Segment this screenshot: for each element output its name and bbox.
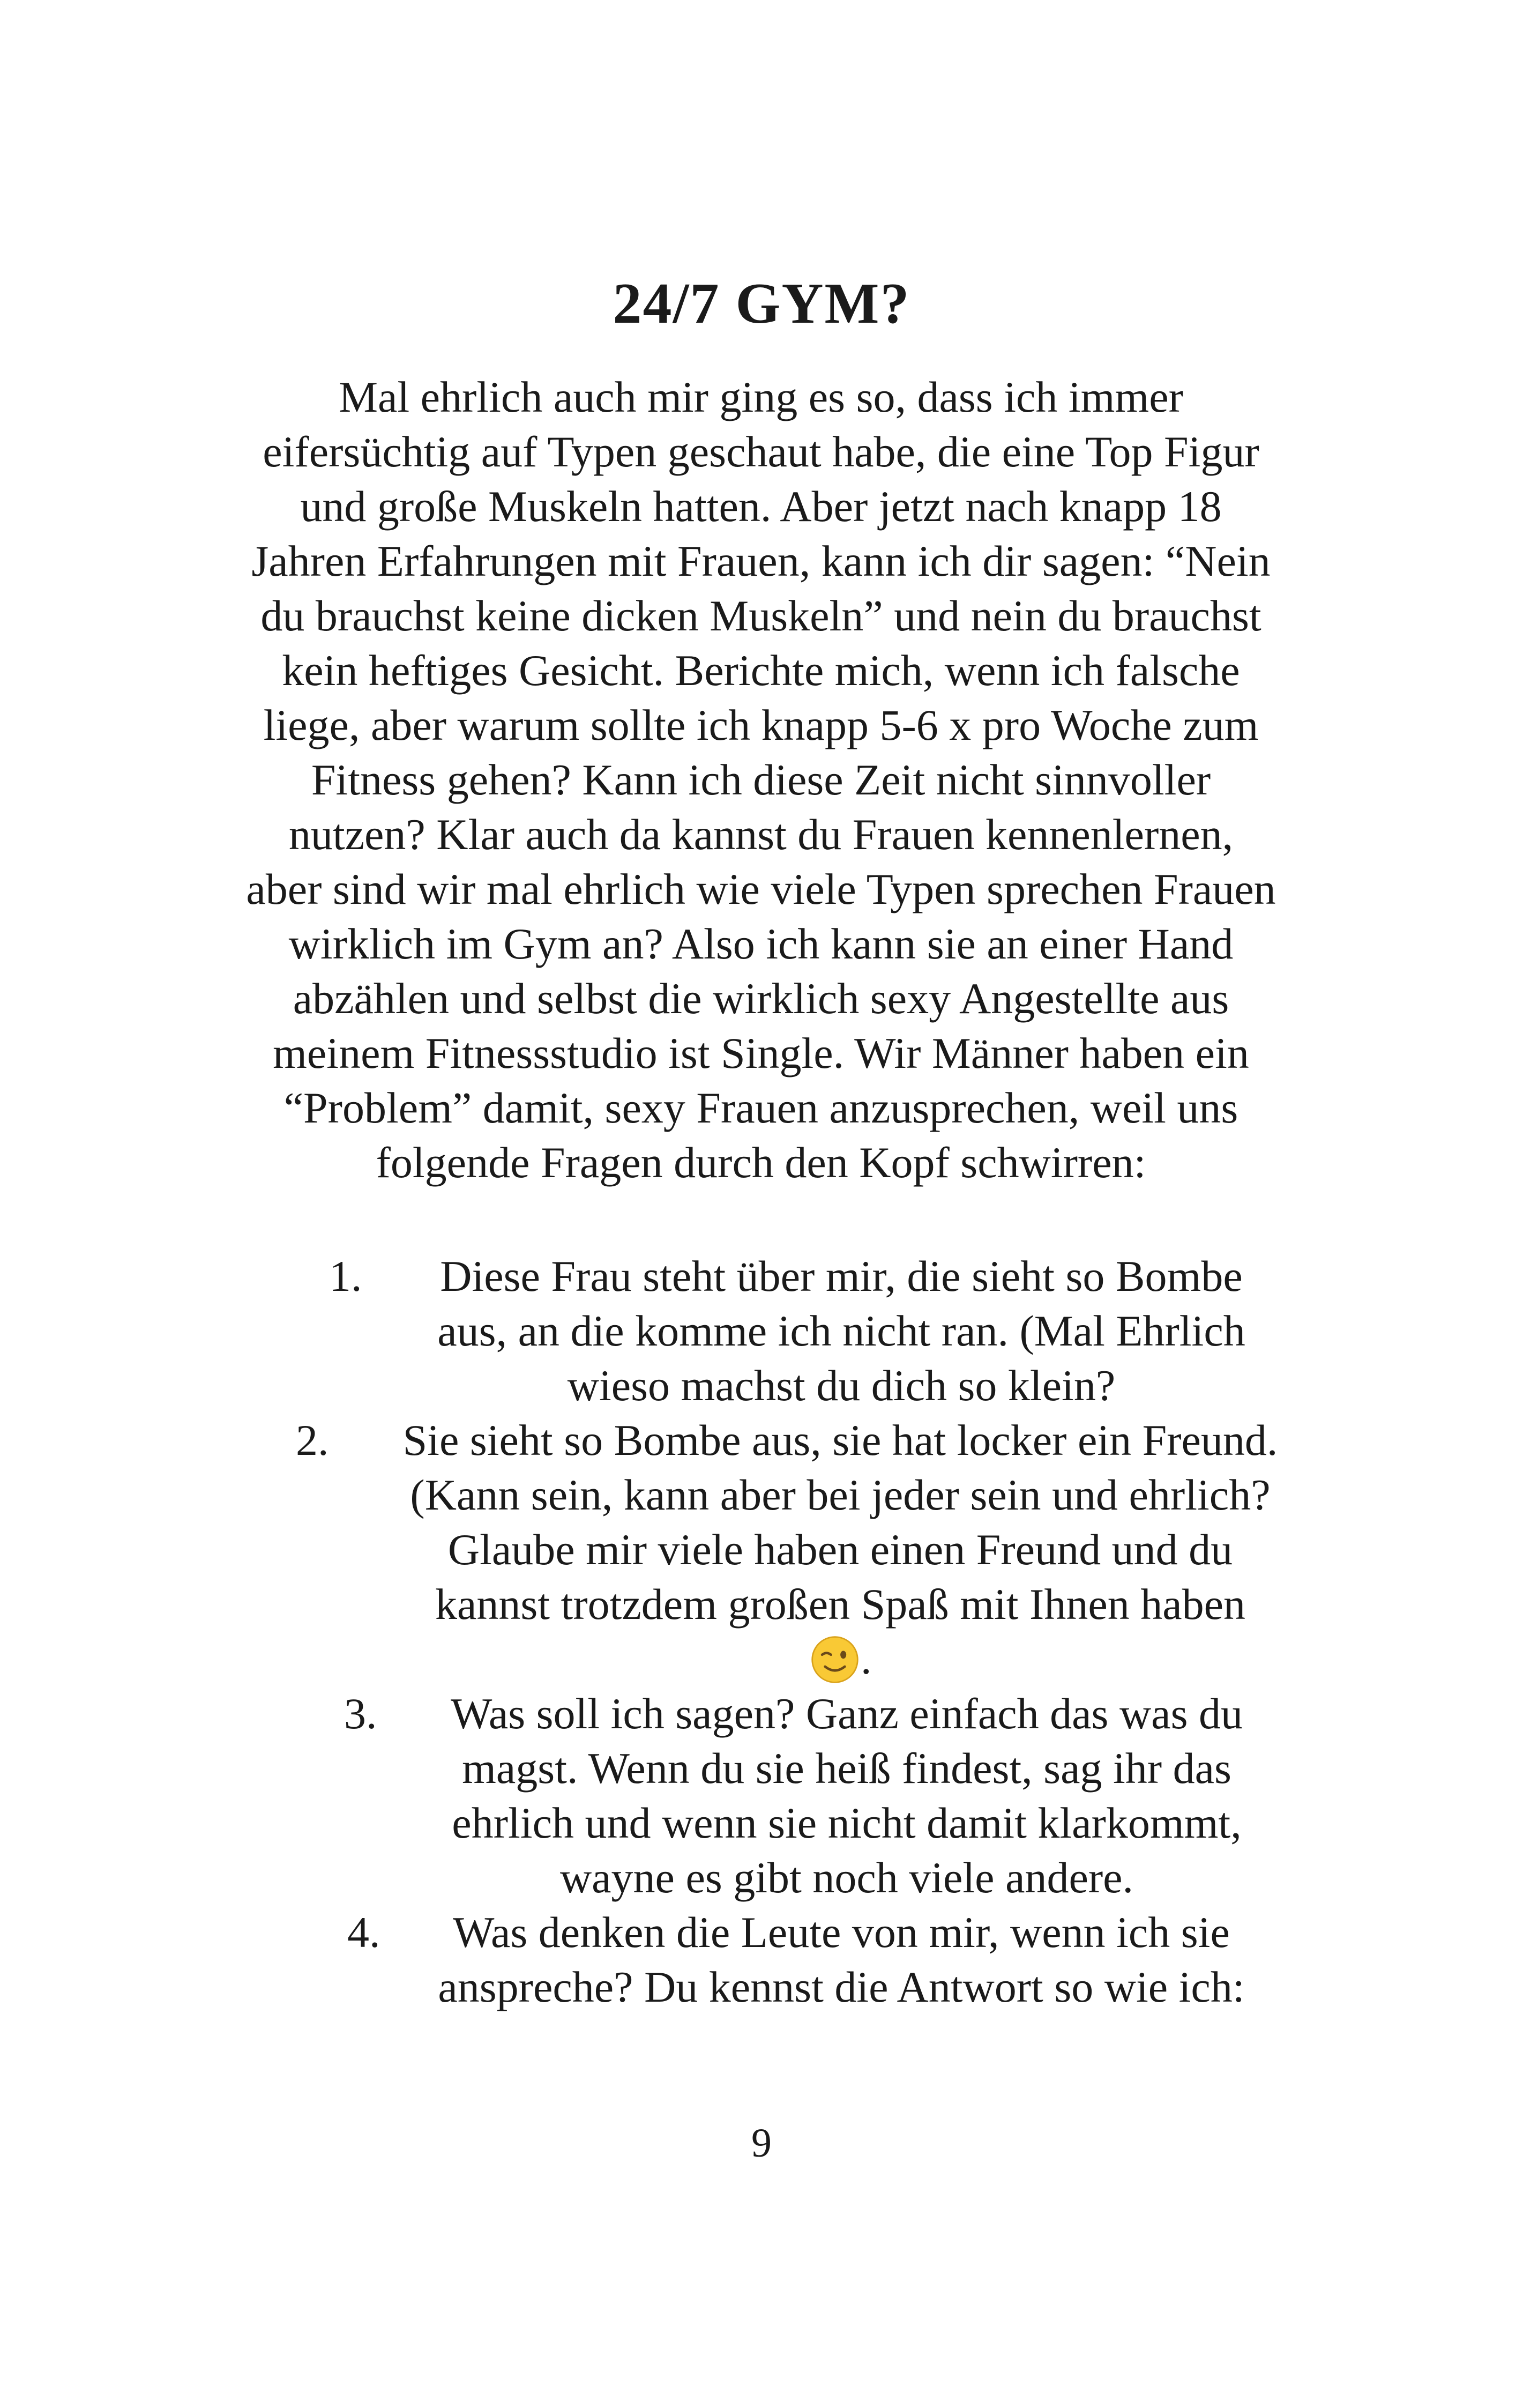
list-number: 3. bbox=[344, 1689, 377, 1738]
list-item-line: Diese Frau steht über mir, die sieht so Bombe bbox=[440, 1252, 1243, 1300]
paragraph-line: Mal ehrlich auch mir ging es so, dass ich immer bbox=[339, 373, 1183, 421]
page-title: 24/7 GYM? bbox=[613, 272, 910, 336]
paragraph-line: Jahren Erfahrungen mit Frauen, kann ich dir sagen: “Nein bbox=[251, 537, 1271, 585]
paragraph-line: wirklich im Gym an? Also ich kann sie an einer Hand bbox=[288, 919, 1234, 968]
paragraph-line: und große Muskeln hatten. Aber jetzt nach knapp 18 bbox=[300, 482, 1222, 531]
list-item-line: anspreche? Du kennst die Antwort so wie ich: bbox=[438, 1963, 1245, 2011]
paragraph-line: meinem Fitnessstudio ist Single. Wir Männer haben ein bbox=[273, 1029, 1249, 1077]
list-item bbox=[0, 1686, 1523, 1905]
emoji-line bbox=[0, 1632, 1523, 1686]
paragraph-line: folgende Fragen durch den Kopf schwirren: bbox=[376, 1138, 1146, 1187]
list-item-line: ehrlich und wenn sie nicht damit klarkommt, bbox=[452, 1798, 1242, 1847]
list-number: 4. bbox=[347, 1908, 380, 1957]
list-item-line: Glaube mir viele haben einen Freund und du bbox=[447, 1525, 1233, 1574]
list-item bbox=[0, 1249, 1523, 1413]
list-item bbox=[0, 1413, 1523, 1686]
numbered-list bbox=[0, 1249, 1523, 2015]
paragraph-line: kein heftiges Gesicht. Berichte mich, wenn ich falsche bbox=[282, 646, 1240, 695]
list-item-line: wayne es gibt noch viele andere. bbox=[559, 1853, 1134, 1902]
list-item-line: Was denken die Leute von mir, wenn ich sie bbox=[453, 1908, 1230, 1957]
list-item-line: kannst trotzdem großen Spaß mit Ihnen haben bbox=[435, 1580, 1246, 1629]
trailing-period: . bbox=[861, 1634, 872, 1683]
paragraph-line: Fitness gehen? Kann ich diese Zeit nicht sinnvoller bbox=[311, 755, 1211, 804]
paragraph-line: liege, aber warum sollte ich knapp 5-6 x pro Woche zum bbox=[263, 701, 1259, 749]
list-number: 2. bbox=[296, 1416, 329, 1465]
list-item-line: Was soll ich sagen? Ganz einfach das was du bbox=[450, 1689, 1243, 1738]
winking-face-icon bbox=[810, 1635, 860, 1684]
list-item-line: (Kann sein, kann aber bei jeder sein und ehrlich? bbox=[410, 1470, 1271, 1519]
list-item-line: magst. Wenn du sie heiß findest, sag ihr das bbox=[462, 1744, 1231, 1793]
paragraph-line: aber sind wir mal ehrlich wie viele Typen sprechen Frauen bbox=[246, 865, 1276, 913]
list-number: 1. bbox=[329, 1252, 362, 1300]
list-item bbox=[0, 1905, 1523, 2015]
paragraph-line: nutzen? Klar auch da kannst du Frauen kennenlernen, bbox=[288, 810, 1234, 859]
paragraph-line: eifersüchtig auf Typen geschaut habe, die eine Top Figur bbox=[263, 427, 1259, 476]
intro-paragraph bbox=[204, 370, 1318, 1190]
list-item-line: aus, an die komme ich nicht ran. (Mal Ehrlich bbox=[437, 1306, 1245, 1355]
paragraph-line: du brauchst keine dicken Muskeln” und nein du brauchst bbox=[260, 591, 1261, 640]
list-item-line: wieso machst du dich so klein? bbox=[567, 1361, 1116, 1410]
paragraph-line: “Problem” damit, sexy Frauen anzusprechen, weil uns bbox=[283, 1083, 1238, 1132]
page-number: 9 bbox=[751, 2121, 772, 2166]
list-item-line: Sie sieht so Bombe aus, sie hat locker ein Freund. bbox=[402, 1416, 1278, 1465]
paragraph-line: abzählen und selbst die wirklich sexy Angestellte aus bbox=[293, 974, 1229, 1023]
